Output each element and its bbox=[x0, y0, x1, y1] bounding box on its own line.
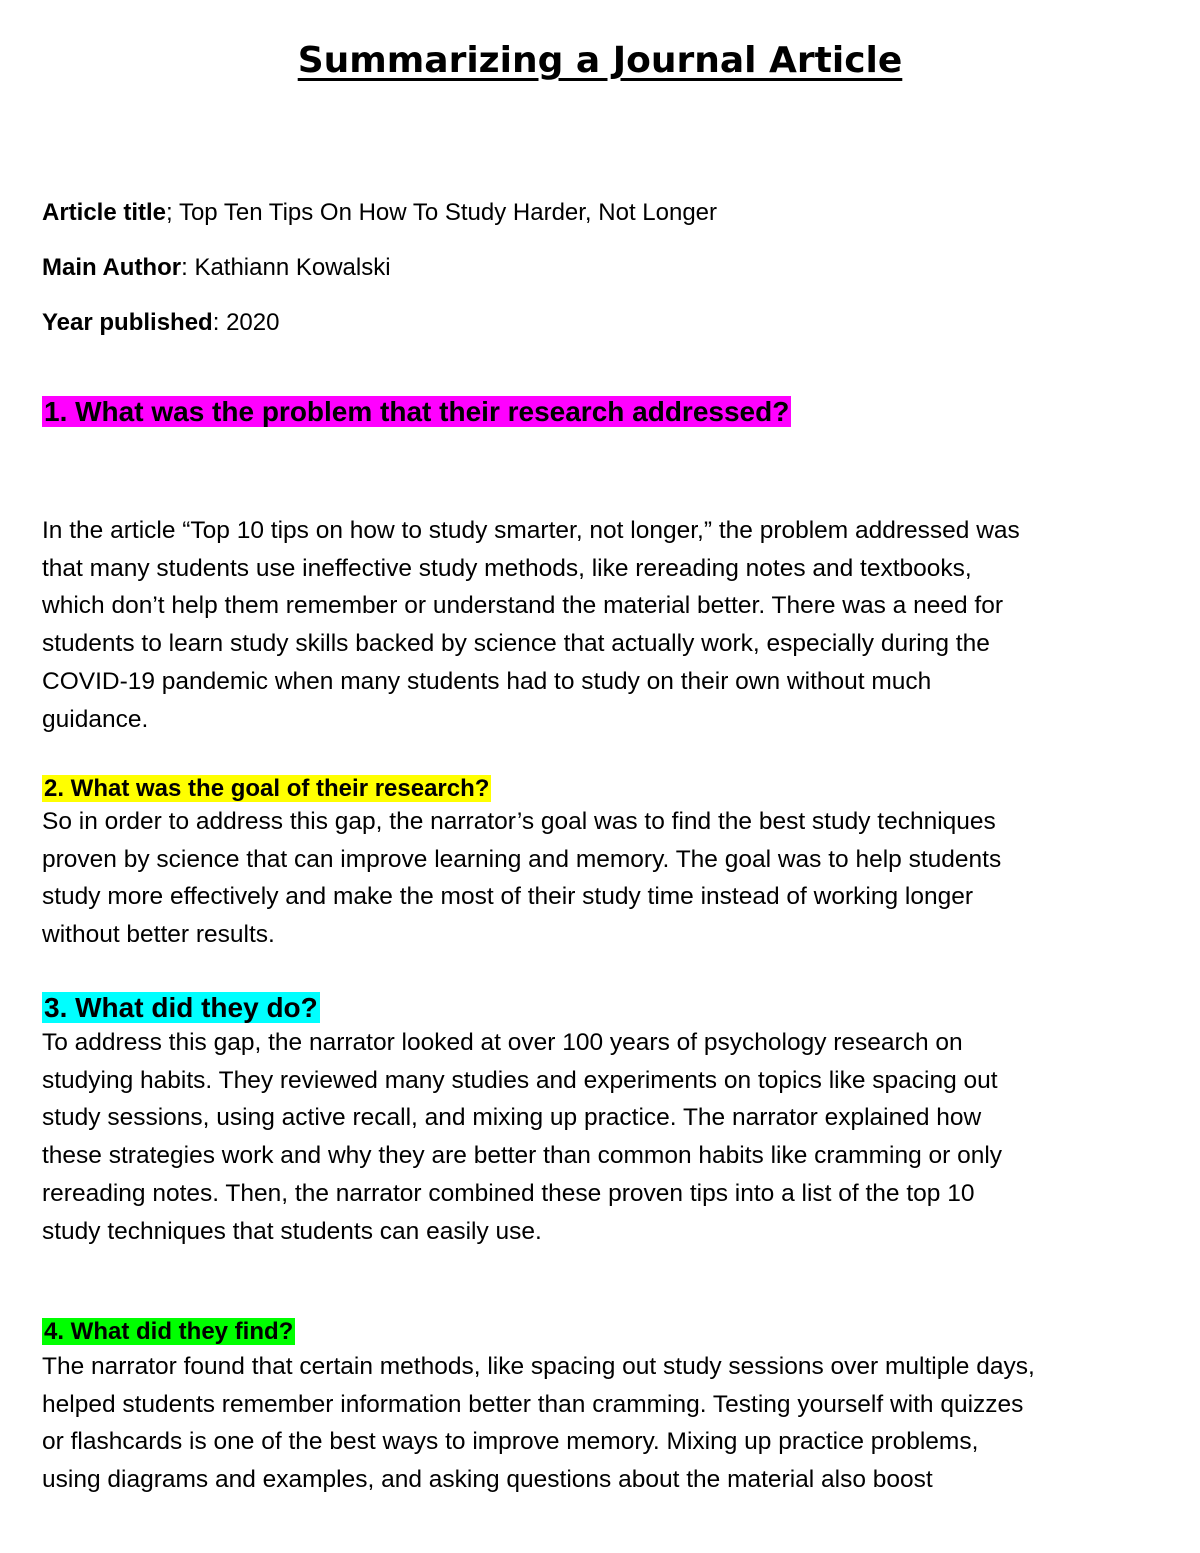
article-title-separator: ; bbox=[166, 199, 179, 226]
answer-4-line: or flashcards is one of the best ways to improve memory. Mixing up practice problems, bbox=[42, 1428, 979, 1456]
answer-4-line: using diagrams and examples, and asking questions about the material also boost bbox=[42, 1466, 933, 1494]
answer-1-line: students to learn study skills backed by science that actually work, especially during the bbox=[42, 630, 990, 658]
answer-3-line: To address this gap, the narrator looked at over 100 years of psychology research on bbox=[42, 1029, 963, 1056]
answer-1-line: In the article “Top 10 tips on how to study smarter, not longer,” the problem addressed was bbox=[42, 517, 1020, 544]
answer-3-line: studying habits. They reviewed many studies and experiments on topics like spacing out bbox=[42, 1066, 998, 1094]
question-2-text: 2. What was the goal of their research? bbox=[44, 775, 490, 802]
answer-2-line: So in order to address this gap, the narrator’s goal was to find the best study techniques bbox=[42, 808, 996, 835]
question-1-text: 1. What was the problem that their research addressed? bbox=[44, 396, 790, 427]
main-author-separator: : bbox=[181, 254, 195, 281]
question-4-text: 4. What did they find? bbox=[44, 1318, 294, 1345]
answer-2-line: without better results. bbox=[42, 921, 275, 949]
answer-2-line: study more effectively and make the most of their study time instead of working longer bbox=[42, 883, 973, 911]
article-title-label: Article title bbox=[42, 199, 167, 226]
answer-2-line: proven by science that can improve learning and memory. The goal was to help students bbox=[42, 845, 1002, 873]
document-title: Summarizing a Journal Article bbox=[297, 40, 903, 81]
question-3-heading bbox=[42, 990, 320, 1026]
answer-1-line: COVID-19 pandemic when many students had to study on their own without much bbox=[42, 667, 932, 695]
answer-3-line: study sessions, using active recall, and mixing up practice. The narrator explained how bbox=[42, 1104, 982, 1132]
main-author-label: Main Author bbox=[42, 254, 182, 281]
answer-3-line: these strategies work and why they are better than common habits like cramming or only bbox=[42, 1142, 1003, 1170]
answer-2-paragraph bbox=[42, 803, 1162, 954]
year-published-line bbox=[42, 308, 279, 338]
answer-3-line: study techniques that students can easily use. bbox=[42, 1217, 542, 1245]
answer-1-line: that many students use ineffective study methods, like rereading notes and textbooks, bbox=[42, 554, 972, 582]
question-2-heading bbox=[42, 773, 491, 805]
question-3-text: 3. What did they do? bbox=[44, 992, 318, 1023]
year-published-separator: : bbox=[212, 309, 227, 336]
answer-3-line: rereading notes. Then, the narrator combined these proven tips into a list of the top 10 bbox=[42, 1179, 975, 1207]
year-published-label: Year published bbox=[42, 309, 213, 336]
answer-1-line: which don’t help them remember or understand the material better. There was a need for bbox=[42, 592, 1004, 620]
answer-4-line: The narrator found that certain methods, like spacing out study sessions over multiple days, bbox=[42, 1353, 1035, 1380]
answer-1-line: guidance. bbox=[42, 705, 149, 733]
answer-1-paragraph bbox=[42, 512, 1162, 738]
article-title-value: Top Ten Tips On How To Study Harder, Not Longer bbox=[178, 199, 718, 226]
answer-4-line: helped students remember information better than cramming. Testing yourself with quizzes bbox=[42, 1390, 1024, 1418]
question-4-heading bbox=[42, 1316, 295, 1348]
article-title-line bbox=[42, 198, 717, 228]
answer-3-paragraph bbox=[42, 1024, 1162, 1250]
main-author-value: Kathiann Kowalski bbox=[194, 254, 391, 281]
question-1-heading bbox=[42, 394, 791, 430]
main-author-line bbox=[42, 253, 391, 283]
year-published-value: 2020 bbox=[226, 309, 280, 336]
answer-4-paragraph bbox=[42, 1348, 1162, 1499]
